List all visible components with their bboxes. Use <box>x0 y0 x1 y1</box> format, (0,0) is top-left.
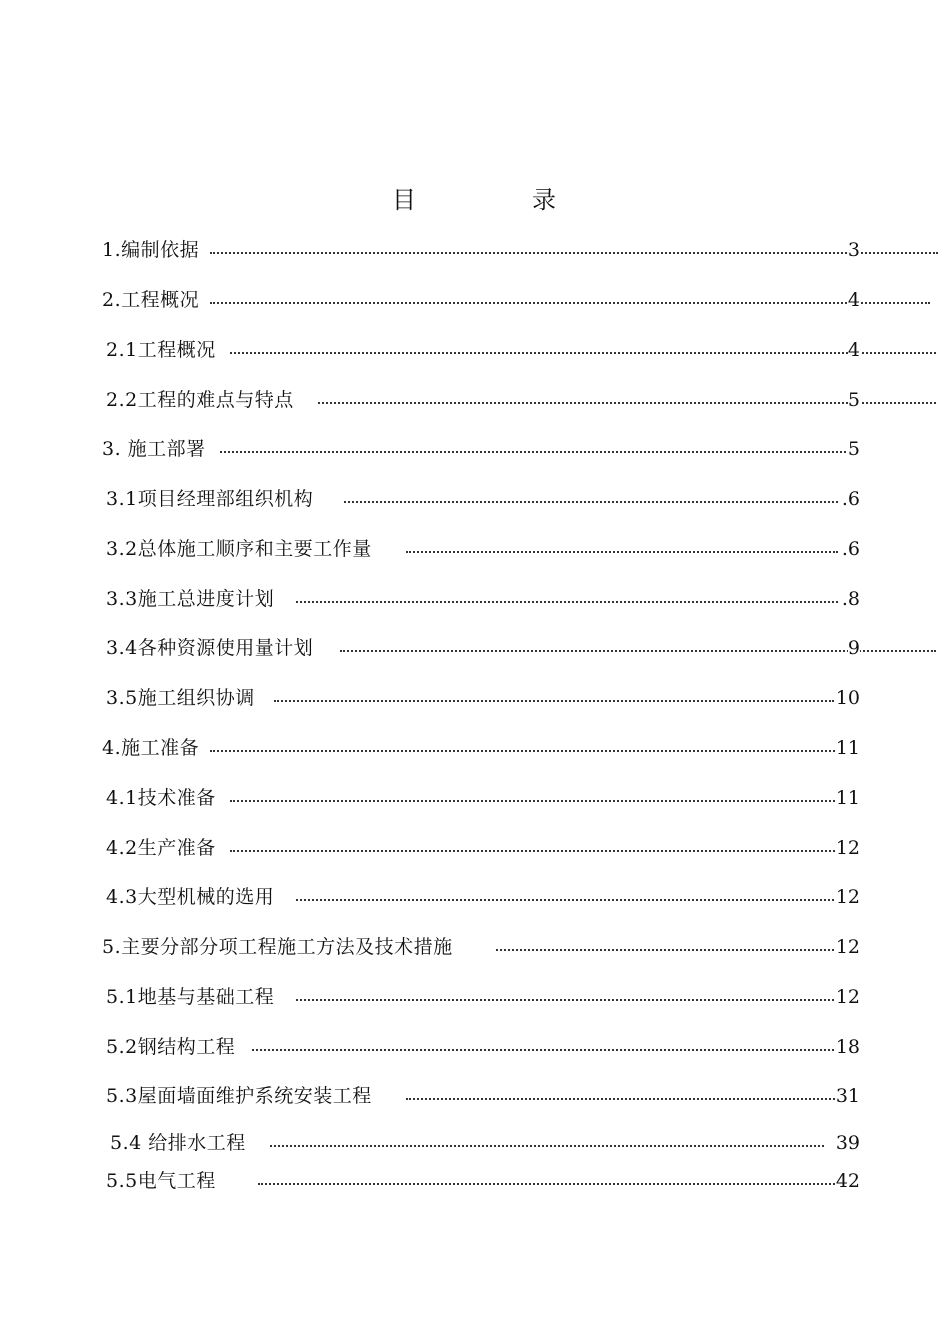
toc-entry[interactable] <box>106 335 860 365</box>
toc-leader-dots <box>496 949 838 951</box>
toc-entry[interactable] <box>106 385 860 415</box>
toc-entry-label: 4.施工准备 <box>102 733 200 763</box>
toc-leader-dots <box>344 501 838 503</box>
toc-entry-label: 5.1地基与基础工程 <box>106 982 275 1012</box>
toc-entry-page: 9 <box>848 633 860 663</box>
toc-entry[interactable] <box>102 434 860 464</box>
toc-entry[interactable] <box>106 783 860 813</box>
toc-entry-label: 5.2钢结构工程 <box>106 1032 236 1062</box>
toc-leader-dots <box>270 1145 824 1147</box>
toc-entry[interactable] <box>106 584 860 614</box>
toc-entry-page: .6 <box>842 484 860 514</box>
toc-entry-page: 31 <box>836 1081 860 1111</box>
toc-entry-page: 11 <box>836 733 860 763</box>
toc-entry[interactable] <box>106 1081 860 1111</box>
toc-entry-page: 5 <box>848 434 860 464</box>
toc-leader-dots <box>318 402 936 404</box>
toc-entry-page: 12 <box>836 932 860 962</box>
toc-leader-dots <box>406 1098 838 1100</box>
toc-entry-label: 5.3屋面墙面维护系统安装工程 <box>106 1081 373 1111</box>
toc-entry-page: .8 <box>842 584 860 614</box>
toc-leader-dots <box>210 302 930 304</box>
toc-entry-label: 5.5电气工程 <box>106 1166 217 1196</box>
toc-entry-page: 12 <box>836 982 860 1012</box>
toc-leader-dots <box>210 252 938 254</box>
toc-leader-dots <box>220 451 846 453</box>
toc-entry[interactable] <box>106 633 860 663</box>
toc-leader-dots <box>230 800 838 802</box>
toc-entry-page: 4 <box>848 285 860 315</box>
toc-leader-dots <box>210 750 838 752</box>
toc-entry-label: 3. 施工部署 <box>102 434 207 464</box>
toc-title-part-1: 目 <box>392 186 416 214</box>
toc-leader-dots <box>230 850 838 852</box>
toc-leader-dots <box>274 700 834 702</box>
toc-leader-dots <box>258 1183 838 1185</box>
toc-entry[interactable] <box>102 285 860 315</box>
toc-entry[interactable] <box>102 235 860 265</box>
toc-entry-label: 4.2生产准备 <box>106 833 217 863</box>
toc-entry-label: 2.2工程的难点与特点 <box>106 385 295 415</box>
toc-entry[interactable] <box>102 733 860 763</box>
toc-entry[interactable] <box>106 683 860 713</box>
toc-entry-page: 39 <box>836 1128 860 1158</box>
toc-entry-page: 12 <box>836 882 860 912</box>
toc-leader-dots <box>252 1049 838 1051</box>
toc-entry-label: 2.1工程概况 <box>106 335 217 365</box>
toc-leader-dots <box>406 551 838 553</box>
toc-entry[interactable] <box>106 534 860 564</box>
toc-leader-dots <box>296 601 838 603</box>
toc-entry-page: .6 <box>842 534 860 564</box>
toc-entry-page: 12 <box>836 833 860 863</box>
toc-leader-dots <box>340 650 936 652</box>
toc-entry[interactable] <box>106 1166 860 1196</box>
toc-entry-label: 1.编制依据 <box>102 235 200 265</box>
toc-entry-label: 2.工程概况 <box>102 285 200 315</box>
toc-entry-label: 4.3大型机械的选用 <box>106 882 275 912</box>
toc-entry[interactable] <box>106 484 860 514</box>
toc-entry-page: 3 <box>848 235 860 265</box>
toc-entry-label: 3.5施工组织协调 <box>106 683 256 713</box>
toc-entry-label: 5.4 给排水工程 <box>110 1128 247 1158</box>
toc-entry[interactable] <box>106 1032 860 1062</box>
toc-leader-dots <box>296 899 838 901</box>
toc-entry[interactable] <box>102 932 860 962</box>
toc-entry-label: 3.4各种资源使用量计划 <box>106 633 314 663</box>
toc-entry-page: 11 <box>836 783 860 813</box>
toc-entry-page: 4 <box>848 335 860 365</box>
toc-entry-page: 42 <box>836 1166 860 1196</box>
toc-entry[interactable] <box>106 982 860 1012</box>
toc-entry-label: 4.1技术准备 <box>106 783 217 813</box>
toc-entry-page: 5 <box>848 385 860 415</box>
toc-entry[interactable] <box>106 882 860 912</box>
toc-leader-dots <box>296 999 838 1001</box>
toc-entry-label: 3.1项目经理部组织机构 <box>106 484 314 514</box>
toc-entry[interactable] <box>106 833 860 863</box>
toc-entry-page: 18 <box>836 1032 860 1062</box>
toc-leader-dots <box>230 352 936 354</box>
toc-entry[interactable] <box>110 1128 860 1158</box>
toc-entry-label: 5.主要分部分项工程施工方法及技术措施 <box>102 932 454 962</box>
toc-title-part-2: 录 <box>532 186 556 214</box>
toc-entry-label: 3.2总体施工顺序和主要工作量 <box>106 534 373 564</box>
toc-entry-label: 3.3施工总进度计划 <box>106 584 275 614</box>
toc-entry-page: 10 <box>836 683 860 713</box>
